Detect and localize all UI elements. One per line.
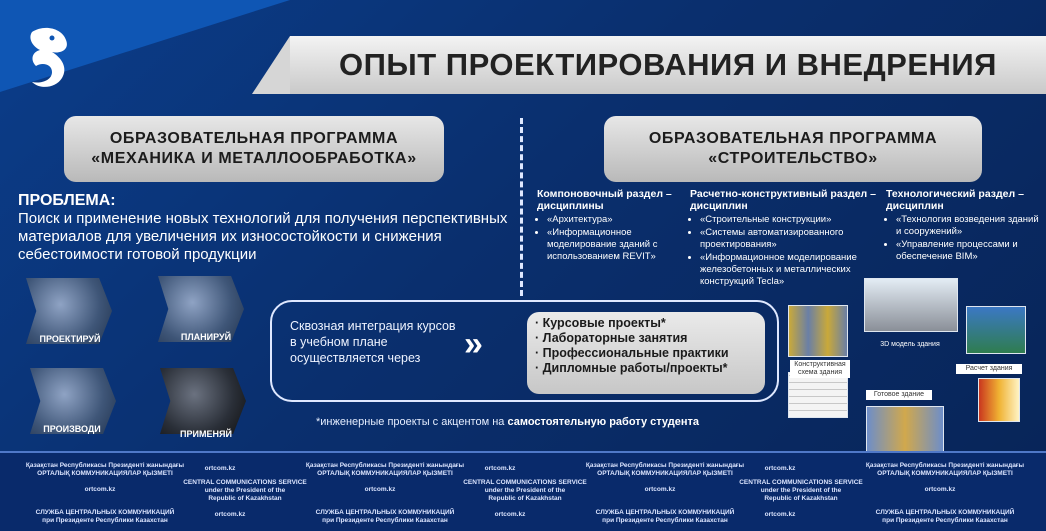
section-item: • «Строительные конструкции» — [700, 214, 880, 226]
section-item: • «Управление процессами и обеспечение BIM» — [896, 239, 1044, 263]
integration-text: Сквозная интеграция курсов в учебном плане осуществляется через — [290, 319, 456, 365]
footer-ru: СЛУЖБА ЦЕНТРАЛЬНЫХ КОММУНИКАЦИЙ при Президенте Республики Казахстан — [875, 509, 1015, 524]
photo-caption: ПРИМЕНЯЙ — [180, 429, 232, 439]
list-item: · Курсовые проекты* — [535, 316, 666, 330]
footer-site: ortcom.kz — [924, 486, 956, 493]
footer-kz: Қазақстан Республикасы Президенті жанындағы ОРТАЛЫҚ КОММУНИКАЦИЯЛАР ҚЫЗМЕТІ — [865, 462, 1025, 477]
problem-heading: ПРОБЛЕМА: — [18, 192, 116, 209]
photo-apply — [160, 368, 246, 434]
problem-block — [18, 192, 508, 264]
program-name: «МЕХАНИКА И МЕТАЛЛООБРАБОТКА» — [91, 150, 417, 167]
section-technological — [886, 188, 1044, 264]
thumb-label: Конструктивная схема здания — [790, 360, 850, 378]
footer-watermark — [0, 451, 1046, 531]
footnote: *инженерные проекты с акцентом на самостоятельную работу студента — [316, 416, 699, 428]
footer-en: CENTRAL COMMUNICATIONS SERVICE under the President of the Republic of Kazakhstan — [183, 479, 307, 502]
section-layout — [537, 188, 687, 264]
problem-text: Поиск и применение новых технологий для получения перспективных материалов для увеличения их износостойкости и снижения себестоимости готовой продукции — [18, 210, 508, 263]
section-item: • «Информационное моделирование железобетонных и металлических конструкций Tecla» — [700, 252, 880, 288]
thumb-label: Готовое здание — [866, 390, 932, 400]
program-label: ОБРАЗОВАТЕЛЬНАЯ ПРОГРАММА — [109, 130, 399, 147]
3d-model-image — [864, 278, 958, 332]
photo-caption: ПРОЕКТИРУЙ — [39, 334, 101, 344]
title-bar — [290, 36, 1046, 94]
section-item: • «Системы автоматизированного проектирования» — [700, 227, 880, 251]
photo-caption: ПРОИЗВОДИ — [43, 424, 101, 434]
floor-plan-image — [788, 372, 848, 418]
footer-site: ortcom.kz — [84, 486, 116, 493]
footer-ru: СЛУЖБА ЦЕНТРАЛЬНЫХ КОММУНИКАЦИЙ при Президенте Республики Казахстан — [595, 509, 735, 524]
footer-en: CENTRAL COMMUNICATIONS SERVICE under the President of the Republic of Kazakhstan — [463, 479, 587, 502]
thumb-label: Расчет здания — [956, 364, 1022, 374]
footer-kz: Қазақстан Республикасы Президенті жанындағы ОРТАЛЫҚ КОММУНИКАЦИЯЛАР ҚЫЗМЕТІ — [305, 462, 465, 477]
photo-caption: ПЛАНИРУЙ — [180, 332, 232, 342]
footer-site: ortcom.kz — [204, 465, 236, 472]
program-name: «СТРОИТЕЛЬСТВО» — [708, 150, 878, 167]
page-title: ОПЫТ ПРОЕКТИРОВАНИЯ И ВНЕДРЕНИЯ — [339, 47, 997, 82]
footer-ru: СЛУЖБА ЦЕНТРАЛЬНЫХ КОММУНИКАЦИЙ при Президенте Республики Казахстан — [315, 509, 455, 524]
list-item: · Дипломные работы/проекты* — [535, 361, 728, 375]
footer-en: CENTRAL COMMUNICATIONS SERVICE under the President of the Republic of Kazakhstan — [739, 479, 863, 502]
footer-kz: Қазақстан Республикасы Президенті жанындағы ОРТАЛЫҚ КОММУНИКАЦИЯЛАР ҚЫЗМЕТІ — [25, 462, 185, 477]
program-construction — [604, 116, 982, 182]
section-structural — [690, 188, 880, 289]
finished-building-image — [866, 406, 944, 454]
footer-site: ortcom.kz — [484, 465, 516, 472]
thumb-label: 3D модель здания — [880, 341, 940, 348]
calc-model-image — [966, 306, 1026, 354]
section-item: • «Информационное моделирование зданий с использованием REVIT» — [547, 227, 687, 263]
list-item: · Лабораторные занятия — [535, 331, 688, 345]
snow-leopard-logo-icon — [22, 24, 74, 92]
section-item: • «Архитектура» — [547, 214, 687, 226]
footer-site: ortcom.kz — [364, 486, 396, 493]
program-label: ОБРАЗОВАТЕЛЬНАЯ ПРОГРАММА — [648, 130, 938, 147]
footer-kz: Қазақстан Республикасы Президенті жанындағы ОРТАЛЫҚ КОММУНИКАЦИЯЛАР ҚЫЗМЕТІ — [585, 462, 745, 477]
footer-site: ortcom.kz — [644, 486, 676, 493]
footer-site: ortcom.kz — [764, 511, 796, 518]
section-heading: Расчетно-конструктивный раздел – дисциплин — [690, 188, 876, 212]
section-item: • «Технология возведения зданий и сооружений» — [896, 214, 1044, 238]
list-item: · Профессиональные практики — [535, 346, 729, 360]
footer-site: ortcom.kz — [214, 511, 246, 518]
integration-list — [527, 312, 765, 394]
footer-site: ortcom.kz — [494, 511, 526, 518]
section-heading: Технологический раздел – дисциплин — [886, 188, 1024, 212]
section-heading: Компоновочный раздел – дисциплины — [537, 188, 672, 212]
double-chevron-right-icon: » — [464, 325, 483, 363]
footer-ru: СЛУЖБА ЦЕНТРАЛЬНЫХ КОММУНИКАЦИЙ при Президенте Республики Казахстан — [35, 509, 175, 524]
vertical-divider — [520, 118, 523, 296]
program-mechanics — [64, 116, 444, 182]
calc-heatmap-image — [978, 378, 1020, 422]
footer-site: ortcom.kz — [764, 465, 796, 472]
structural-scheme-image — [788, 305, 848, 357]
